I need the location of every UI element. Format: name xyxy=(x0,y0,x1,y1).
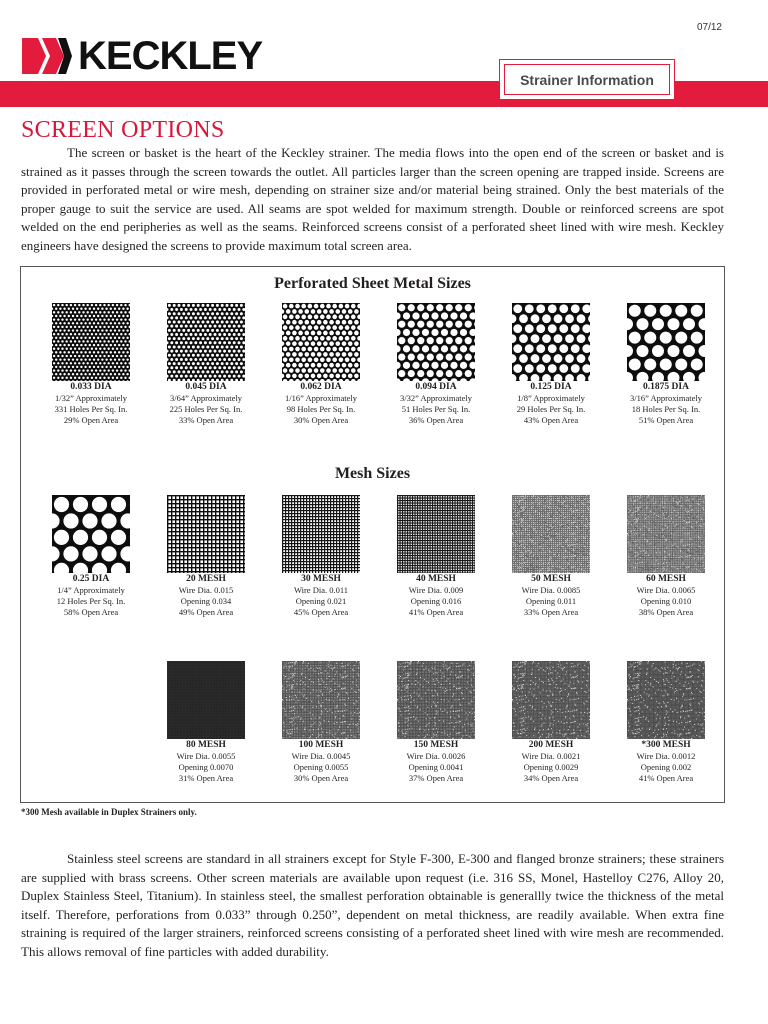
wire-mesh-swatch xyxy=(512,661,590,739)
mesh-sample xyxy=(495,661,607,784)
screen-options-panel xyxy=(20,266,725,803)
perforated-sheet-swatch xyxy=(282,303,360,381)
mesh-heading: Mesh Sizes xyxy=(334,465,411,482)
mesh-sample xyxy=(265,661,377,784)
sample-spec-3: 31% Open Area xyxy=(178,773,234,783)
sample-spec-3: 33% Open Area xyxy=(178,415,234,425)
perforated-sheet-swatch xyxy=(52,495,130,573)
sample-spec-3: 38% Open Area xyxy=(638,607,694,617)
sample-spec-2: Opening 0.034 xyxy=(180,596,232,606)
mesh-sample xyxy=(495,495,607,618)
sample-spec-1: 1/8” Approximately xyxy=(517,393,585,403)
wire-mesh-swatch xyxy=(167,661,245,739)
sample-title: 0.033 DIA xyxy=(70,382,112,392)
sample-spec-3: 34% Open Area xyxy=(523,773,579,783)
sample-title: 0.1875 DIA xyxy=(643,382,689,392)
sample-spec-1: Wire Dia. 0.0065 xyxy=(636,585,696,595)
perforation-sample xyxy=(495,303,607,426)
sample-spec-3: 30% Open Area xyxy=(293,773,349,783)
perforation-sample xyxy=(265,303,377,426)
mesh-sample xyxy=(380,495,492,618)
perforation-sample xyxy=(150,303,262,426)
mesh-sample xyxy=(380,661,492,784)
sample-spec-3: 51% Open Area xyxy=(638,415,694,425)
sample-spec-1: 3/64” Approximately xyxy=(169,393,242,403)
sample-spec-3: 58% Open Area xyxy=(63,607,119,617)
sample-spec-3: 49% Open Area xyxy=(178,607,234,617)
sample-spec-1: 1/4” Approximately xyxy=(57,585,125,595)
perforated-sheet-swatch xyxy=(627,303,705,381)
sample-spec-3: 41% Open Area xyxy=(408,607,464,617)
perforation-sample xyxy=(35,495,147,618)
sample-spec-2: Opening 0.011 xyxy=(525,596,577,606)
keckley-logo-mark-icon xyxy=(22,38,72,74)
sample-spec-2: Opening 0.0070 xyxy=(178,762,234,772)
sample-spec-3: 41% Open Area xyxy=(638,773,694,783)
sample-title: 0.125 DIA xyxy=(530,382,572,392)
sample-spec-2: Opening 0.0055 xyxy=(293,762,349,772)
perforated-sheet-swatch xyxy=(512,303,590,381)
sample-spec-2: Opening 0.021 xyxy=(295,596,347,606)
wire-mesh-swatch xyxy=(167,495,245,573)
sample-spec-3: 30% Open Area xyxy=(293,415,349,425)
sample-spec-2: 29 Holes Per Sq. In. xyxy=(516,404,586,414)
sample-spec-1: 1/32” Approximately xyxy=(54,393,127,403)
sample-spec-1: 3/32” Approximately xyxy=(399,393,472,403)
closing-paragraph: Stainless steel screens are standard in all strainers except for Style F-300, E-300 and flanged bronze strainers; these strainers are supplied with brass screens. Other screen materials are available upon request (i.e. 316 SS, Monel, Hastelloy C276, Alloy 20, Duplex Stainless Steel, Titanium). In stainless steel, the smallest perforation obtainable is generallly twice the thickness of the metal itself. Therefore, perforations from 0.033” through 0.250”, dependent on metal thickness, are readily available. When extra fine straining is required of the larger strainers, reinforced screens consisting of a perforated sheet lined with wire mesh are recommended. This allows removal of fine particles with added durability. xyxy=(21,851,724,959)
sample-spec-1: Wire Dia. 0.009 xyxy=(408,585,464,595)
sample-spec-1: Wire Dia. 0.0012 xyxy=(636,751,696,761)
sample-title: 30 MESH xyxy=(301,574,341,584)
sample-title: 40 MESH xyxy=(416,574,456,584)
mesh-sample xyxy=(265,495,377,618)
sample-title: 0.25 DIA xyxy=(72,574,110,584)
sample-title: 200 MESH xyxy=(528,740,574,750)
perforation-sample xyxy=(35,303,147,426)
sample-title: 0.094 DIA xyxy=(415,382,457,392)
perforation-sample xyxy=(610,303,722,426)
sample-spec-3: 43% Open Area xyxy=(523,415,579,425)
sample-spec-1: Wire Dia. 0.0026 xyxy=(406,751,466,761)
mesh-sample xyxy=(150,495,262,618)
sample-title: *300 MESH xyxy=(641,740,691,750)
perforation-sample xyxy=(380,303,492,426)
sample-spec-1: Wire Dia. 0.015 xyxy=(178,585,234,595)
mesh-sample xyxy=(610,495,722,618)
sample-spec-2: 98 Holes Per Sq. In. xyxy=(286,404,356,414)
sample-spec-3: 29% Open Area xyxy=(63,415,119,425)
keckley-logo xyxy=(22,34,263,78)
sample-spec-2: Opening 0.002 xyxy=(640,762,692,772)
wire-mesh-swatch xyxy=(397,495,475,573)
brand-name: KECKLEY xyxy=(78,34,263,78)
sample-title: 0.045 DIA xyxy=(185,382,227,392)
wire-mesh-swatch xyxy=(397,661,475,739)
perforated-sheet-swatch xyxy=(397,303,475,381)
sample-spec-2: Opening 0.010 xyxy=(640,596,692,606)
sample-spec-1: 3/16” Approximately xyxy=(629,393,702,403)
page-title: SCREEN OPTIONS xyxy=(21,117,225,143)
perforated-sheet-swatch xyxy=(167,303,245,381)
sample-spec-3: 36% Open Area xyxy=(408,415,464,425)
perforated-heading: Perforated Sheet Metal Sizes xyxy=(274,275,471,292)
sample-spec-1: Wire Dia. 0.0085 xyxy=(521,585,581,595)
section-label-box xyxy=(499,59,675,100)
sample-spec-1: Wire Dia. 0.0045 xyxy=(291,751,351,761)
perforated-sheet-swatch xyxy=(52,303,130,381)
sample-spec-1: Wire Dia. 0.011 xyxy=(293,585,349,595)
sample-title: 0.062 DIA xyxy=(300,382,342,392)
sample-title: 50 MESH xyxy=(531,574,571,584)
wire-mesh-swatch xyxy=(512,495,590,573)
sample-title: 100 MESH xyxy=(298,740,344,750)
sample-spec-2: Opening 0.016 xyxy=(410,596,462,606)
footnote: *300 Mesh available in Duplex Strainers only. xyxy=(21,807,197,817)
intro-paragraph: The screen or basket is the heart of the Keckley strainer. The media flows into the open end of the screen or basket and is strained as it passes through the screen towards the outlet. All particles larger than the screen opening are trapped inside. Screens are provided in perforated metal or wire mesh, depending on strainer size and/or material being strained. Only the best materials of the proper gauge to suit the service are used. All seams are spot welded for maximum strength. Double or reinforced screens are spot welded on the end peripheries as well as the seams. Reinforced screens consist of a perforated sheet lined with wire mesh. Keckley engineers have designed the screens to provide maximum total screen area. xyxy=(21,145,724,253)
sample-spec-2: 331 Holes Per Sq. In. xyxy=(54,404,128,414)
sample-title: 80 MESH xyxy=(186,740,226,750)
mesh-sample xyxy=(150,661,262,784)
sample-spec-3: 33% Open Area xyxy=(523,607,579,617)
sample-title: 150 MESH xyxy=(413,740,459,750)
sample-spec-3: 45% Open Area xyxy=(293,607,349,617)
wire-mesh-swatch xyxy=(282,661,360,739)
sample-spec-1: Wire Dia. 0.0021 xyxy=(521,751,581,761)
sample-spec-2: 18 Holes Per Sq. In. xyxy=(631,404,701,414)
sample-title: 60 MESH xyxy=(646,574,686,584)
sample-spec-2: 225 Holes Per Sq. In. xyxy=(169,404,243,414)
sample-spec-3: 37% Open Area xyxy=(408,773,464,783)
sample-spec-2: Opening 0.0041 xyxy=(408,762,464,772)
sample-spec-2: 51 Holes Per Sq. In. xyxy=(401,404,471,414)
wire-mesh-swatch xyxy=(282,495,360,573)
sample-spec-2: Opening 0.0029 xyxy=(523,762,579,772)
document-date: 07/12 xyxy=(696,22,722,33)
sample-spec-2: 12 Holes Per Sq. In. xyxy=(56,596,126,606)
sample-spec-1: Wire Dia. 0.0055 xyxy=(176,751,236,761)
wire-mesh-swatch xyxy=(627,661,705,739)
wire-mesh-swatch xyxy=(627,495,705,573)
sample-spec-1: 1/16” Approximately xyxy=(284,393,357,403)
mesh-sample xyxy=(610,661,722,784)
section-label: Strainer Information xyxy=(504,64,670,95)
sample-title: 20 MESH xyxy=(186,574,226,584)
